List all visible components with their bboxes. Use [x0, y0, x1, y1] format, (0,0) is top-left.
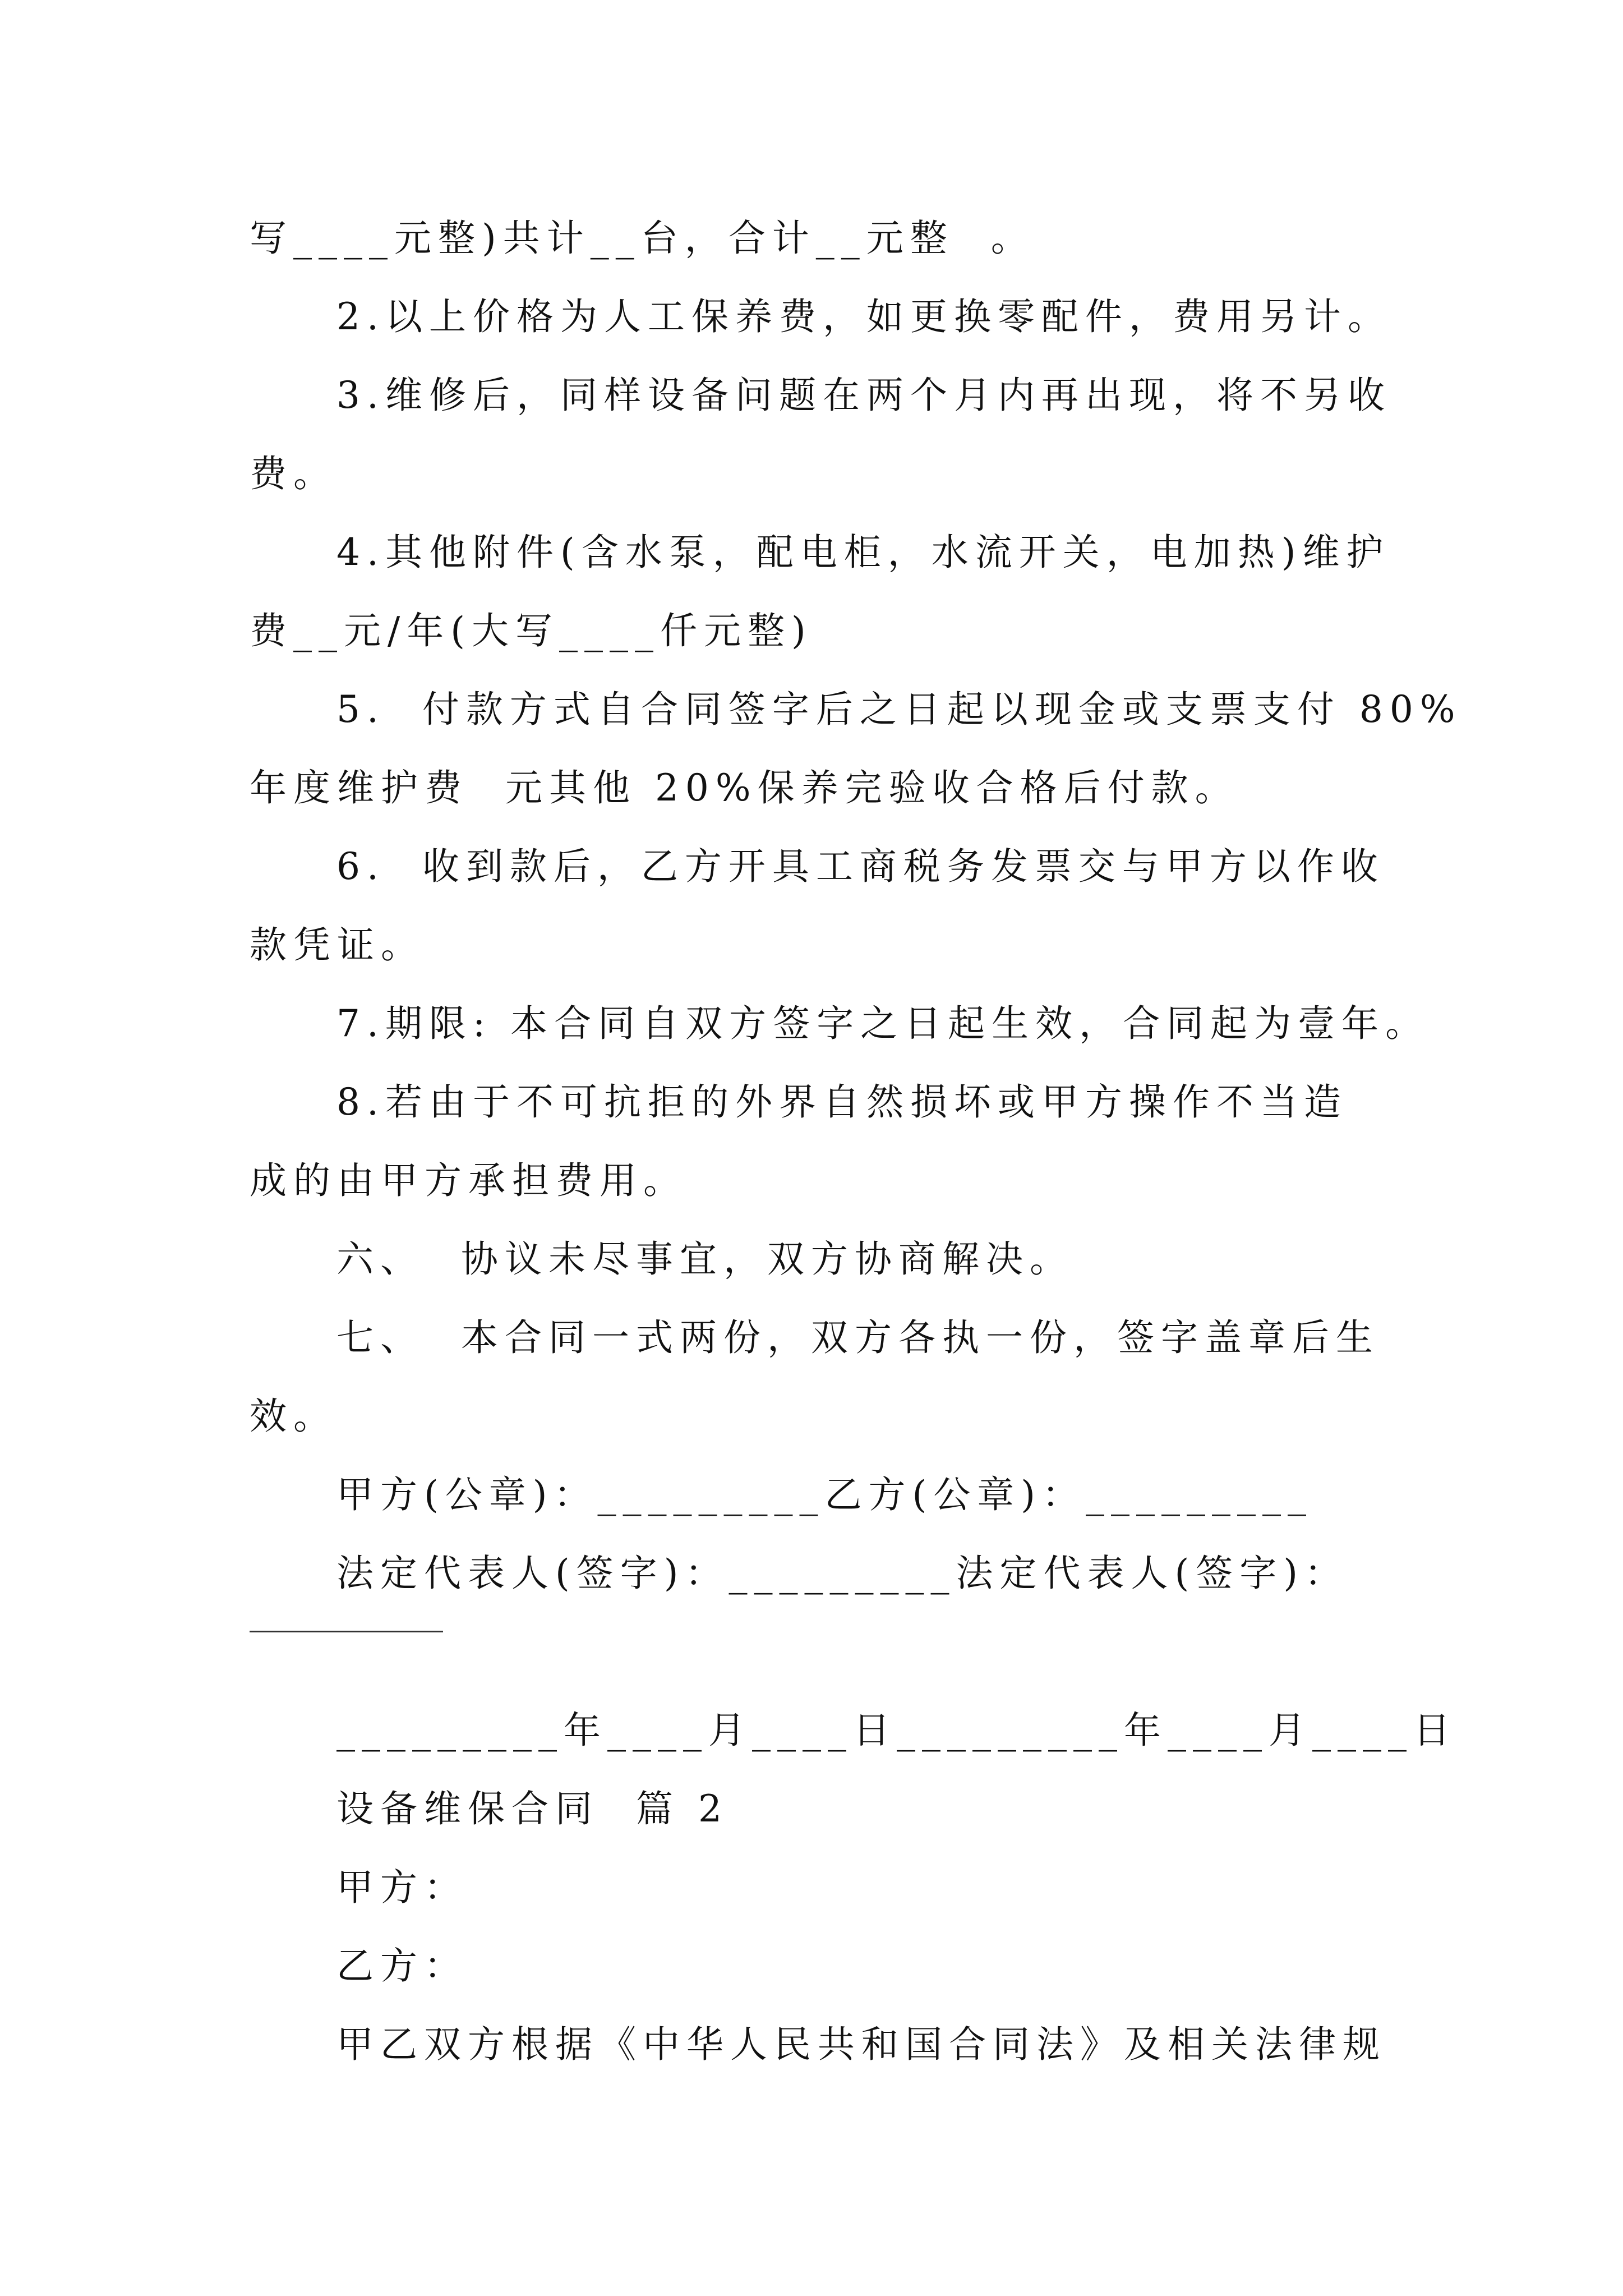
section-title: 设备维保合同 篇 2 — [336, 1787, 728, 1830]
signature-line-representatives: 法定代表人(签字)：_________法定代表人(签字)： — [336, 1552, 1348, 1595]
text-line-5: 4.其他附件(含水泵，配电柜，水流开关，电加热)维护 — [336, 531, 1390, 574]
party-a-label: 甲方： — [336, 1866, 468, 1909]
signature-blank-rule — [250, 1631, 443, 1632]
text-line-8: 年度维护费 元其他 20%保养完验收合格后付款。 — [250, 766, 1239, 809]
text-line-1: 写____元整)共计__台，合计__元整 。 — [250, 217, 1035, 260]
text-line-11: 7.期限: 本合同自双方签字之日起生效，合同起为壹年。 — [336, 1002, 1430, 1045]
text-line-10: 款凭证。 — [250, 923, 425, 967]
text-line-15: 七、 本合同一式两份，双方各执一份，签字盖章后生 — [336, 1316, 1380, 1359]
party-b-label: 乙方： — [336, 1944, 468, 1987]
text-line-9: 6. 收到款后，乙方开具工商税务发票交与甲方以作收 — [336, 845, 1385, 888]
text-line-16: 效。 — [250, 1395, 337, 1438]
text-line-4: 费。 — [250, 452, 337, 495]
text-line-2: 2.以上价格为人工保养费，如更换零配件，费用另计。 — [336, 295, 1391, 338]
text-line-intro: 甲乙双方根据《中华人民共和国合同法》及相关法律规 — [336, 2023, 1386, 2066]
text-line-7: 5. 付款方式自合同签字后之日起以现金或支票支付 80% — [336, 688, 1462, 731]
text-line-12: 8.若由于不可抗拒的外界自然损坏或甲方操作不当造 — [336, 1080, 1348, 1124]
text-line-3: 3.维修后，同样设备问题在两个月内再出现，将不另收 — [336, 374, 1391, 417]
text-line-13: 成的由甲方承担费用。 — [250, 1159, 687, 1202]
date-line: _________年____月____日_________年____月____日 — [336, 1709, 1457, 1752]
text-line-14: 六、 协议未尽事宜，双方协商解决。 — [336, 1237, 1073, 1281]
text-line-6: 费__元/年(大写____仟元整) — [250, 609, 813, 652]
signature-line-party-a-b: 甲方(公章)：_________乙方(公章)：_________ — [336, 1473, 1313, 1516]
